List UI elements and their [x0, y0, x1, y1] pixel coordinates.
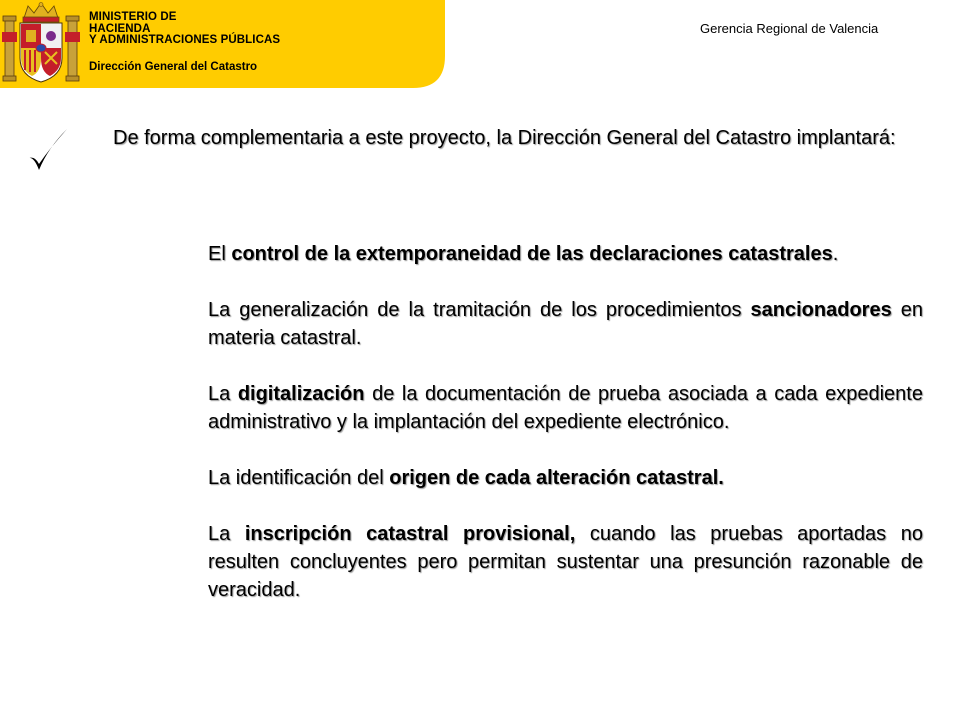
- measure-text: La: [208, 383, 238, 405]
- measure-item: [208, 520, 923, 604]
- measure-text: La generalización de la tramitación de los procedimientos: [208, 299, 751, 321]
- measure-text: .: [832, 243, 839, 265]
- checkmark-icon: [26, 126, 70, 174]
- measure-text: en materia catastral.: [208, 299, 923, 349]
- measure-text: de la documentación de prueba asociada a cada expediente administrativo y la implantación del expediente electrónico.: [208, 383, 923, 433]
- measure-emphasis: inscripción catastral provisional,: [244, 523, 576, 545]
- measure-item: [208, 380, 923, 436]
- measure-item: [208, 296, 923, 352]
- measure-text: La: [208, 523, 245, 545]
- measure-text: El: [208, 243, 232, 265]
- measure-text: La identificación del: [208, 467, 390, 489]
- ministry-name: [89, 12, 280, 47]
- measure-item: [208, 464, 923, 492]
- ministry-line-3: Y ADMINISTRACIONES PÚBLICAS: [89, 34, 281, 46]
- measure-emphasis: sancionadores: [750, 299, 892, 321]
- measure-emphasis: control de la extemporaneidad de las declaraciones catastrales: [231, 243, 833, 265]
- regional-office-label: Gerencia Regional de Valencia: [700, 21, 879, 36]
- measures-list: [208, 240, 923, 632]
- measure-text: cuando las pruebas aportadas no resulten concluyentes pero permitan sustentar una presunción razonable de veracidad.: [208, 523, 923, 601]
- measure-item: [208, 240, 923, 268]
- directorate-name: Dirección General del Catastro: [89, 61, 258, 73]
- measure-emphasis: origen de cada alteración catastral.: [389, 467, 724, 489]
- coat-of-arms-logo: [2, 2, 80, 84]
- measure-emphasis: digitalización: [237, 383, 365, 405]
- ministry-line-2: HACIENDA: [89, 22, 151, 35]
- ministry-line-1: MINISTERIO DE: [89, 11, 177, 23]
- intro-paragraph: De forma complementaria a este proyecto, la Dirección General del Catastro implantará:: [113, 127, 896, 149]
